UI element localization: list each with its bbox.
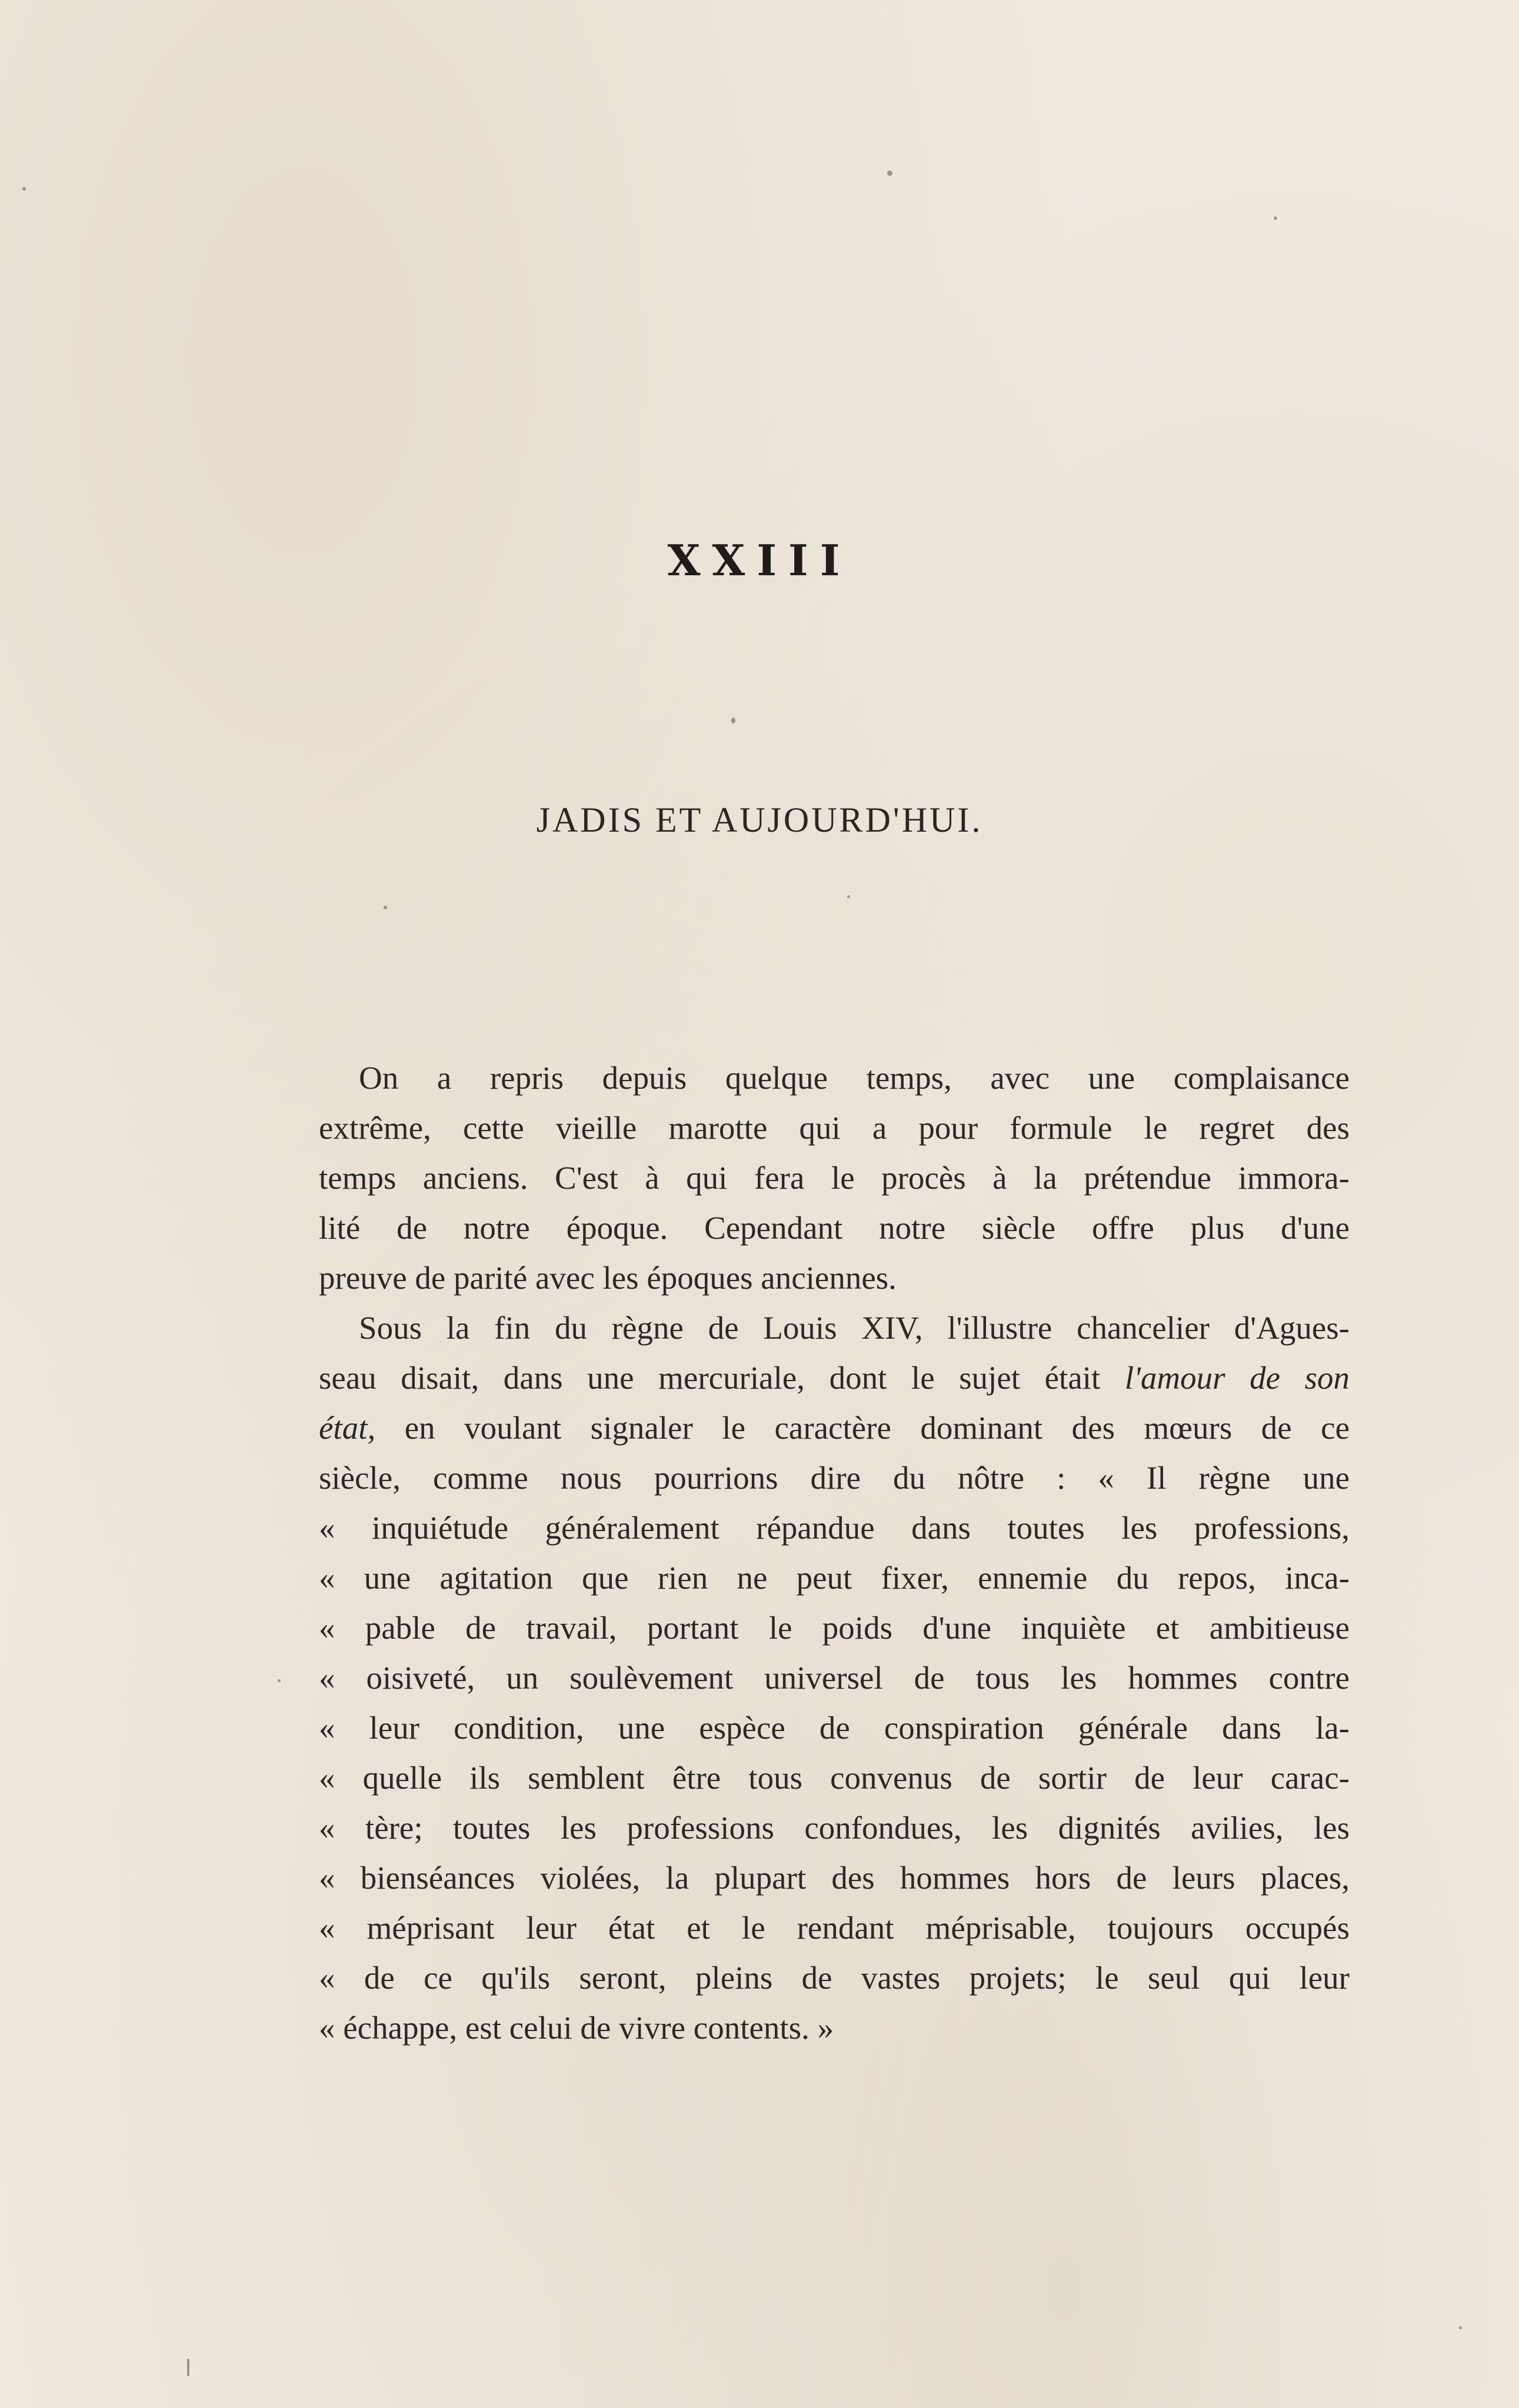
text-line [319, 1353, 1350, 1403]
quote-line: « quelle ils semblent être tous convenus de sortir de leur carac- [319, 1760, 1350, 1796]
text-line: On a repris depuis quelque temps, avec une complaisance [359, 1060, 1350, 1096]
quote-line: « pable de travail, portant le poids d'une inquiète et ambitieuse [319, 1610, 1350, 1646]
quote-line: « méprisant leur état et le rendant méprisable, toujours occupés [319, 1910, 1350, 1946]
text-line: temps anciens. C'est à qui fera le procès à la prétendue immora- [319, 1160, 1350, 1196]
text-fragment: en voulant signaler le caractère dominant des mœurs de ce [375, 1410, 1350, 1446]
chapter-title: JADIS ET AUJOURD'HUI. [536, 801, 983, 839]
paper-speck [1459, 2326, 1462, 2329]
paper-speck [731, 718, 735, 723]
paper-speck [187, 2359, 189, 2376]
italic-title: état, [319, 1410, 376, 1446]
quote-line: « échappe, est celui de vivre contents. » [319, 2010, 834, 2046]
body-text [319, 1053, 1350, 2053]
quote-line: « une agitation que rien ne peut fixer, ennemie du repos, inca- [319, 1560, 1350, 1596]
paper-speck [278, 1679, 281, 1682]
paper-speck [887, 171, 892, 176]
italic-title: l'amour de son [1124, 1360, 1350, 1396]
text-fragment: seau disait, dans une mercuriale, dont le sujet était [319, 1360, 1125, 1396]
quote-line: « bienséances violées, la plupart des hommes hors de leurs places, [319, 1860, 1350, 1896]
chapter-number: XXIII [667, 535, 852, 585]
paper-speck [1274, 216, 1277, 220]
text-line [319, 1403, 1350, 1453]
quote-line: « oisiveté, un soulèvement universel de tous les hommes contre [319, 1660, 1350, 1696]
text-line: lité de notre époque. Cependant notre siècle offre plus d'une [319, 1210, 1350, 1246]
quote-line: « leur condition, une espèce de conspiration générale dans la- [319, 1710, 1350, 1746]
quote-line: « de ce qu'ils seront, pleins de vastes projets; le seul qui leur [319, 1960, 1350, 1996]
quote-line: « inquiétude généralement répandue dans toutes les professions, [319, 1510, 1350, 1546]
paper-speck [384, 906, 387, 909]
paper-speck [847, 895, 850, 898]
text-line: extrême, cette vieille marotte qui a pour formule le regret des [319, 1110, 1350, 1146]
text-line: siècle, comme nous pourrions dire du nôtre : « Il règne une [319, 1460, 1350, 1496]
text-line: Sous la fin du règne de Louis XIV, l'illustre chancelier d'Agues- [359, 1310, 1350, 1346]
quote-line: « tère; toutes les professions confondues, les dignités avilies, les [319, 1810, 1350, 1846]
text-line: preuve de parité avec les époques anciennes. [319, 1260, 897, 1296]
paper-speck [22, 187, 26, 191]
